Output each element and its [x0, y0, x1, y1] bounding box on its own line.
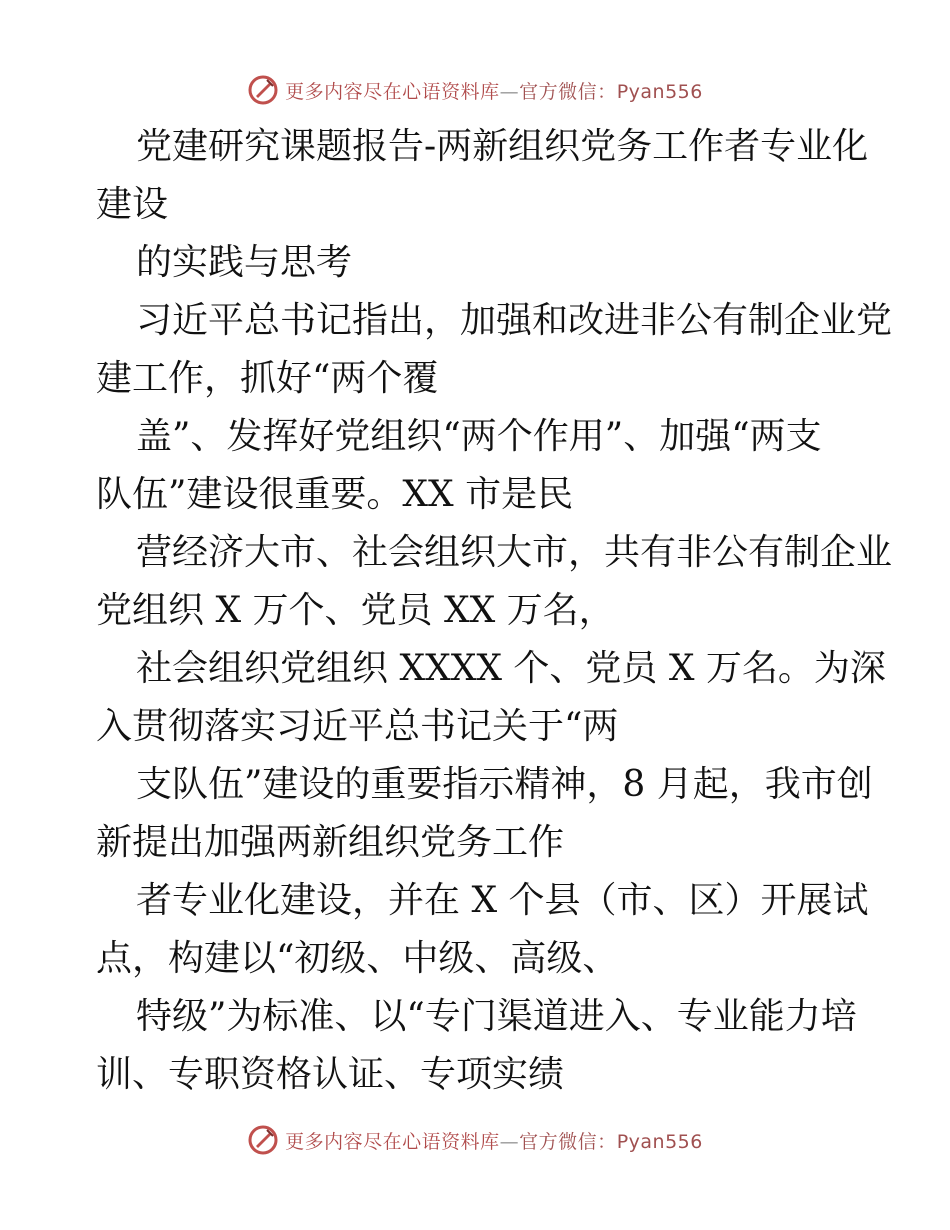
document-line: 点，构建以“初级、中级、高级、 — [96, 938, 619, 979]
document-line: 习近平总书记指出，加强和改进非公有制企业党 — [136, 300, 893, 341]
document-body — [96, 118, 893, 1104]
banner-text — [285, 1127, 703, 1154]
document-line: 建设 — [96, 184, 169, 225]
document-line: 新提出加强两新组织党务工作 — [96, 822, 565, 863]
banner-wechat-id: Pyan556 — [616, 1130, 703, 1153]
quill-pen-circle-icon — [247, 1124, 279, 1156]
footer-banner — [0, 1120, 950, 1160]
header-banner — [0, 70, 950, 110]
document-line: 社会组织党组织 XXXX 个、党员 X 万名。为深 — [136, 648, 886, 689]
banner-dash: — — [499, 1130, 520, 1153]
document-line: 营经济大市、社会组织大市，共有非公有制企业 — [136, 532, 893, 573]
document-line: 党组织 X 万个、党员 XX 万名， — [96, 590, 615, 631]
document-line: 队伍”建设很重要。XX 市是民 — [96, 474, 574, 515]
document-line: 党建研究课题报告-两新组织党务工作者专业化 — [136, 126, 869, 167]
banner-official-label: 官方微信： — [519, 1130, 617, 1153]
document-line: 的实践与思考 — [136, 242, 353, 283]
banner-main-text: 更多内容尽在心语资料库 — [285, 80, 500, 103]
document-line: 入贯彻落实习近平总书记关于“两 — [96, 706, 619, 747]
document-line: 者专业化建设，并在 X 个县（市、区）开展试 — [136, 880, 869, 921]
banner-main-text: 更多内容尽在心语资料库 — [285, 1130, 500, 1153]
document-line: 训、专职资格认证、专项实绩 — [96, 1054, 565, 1095]
document-line: 支队伍”建设的重要指示精神，8 月起，我市创 — [136, 764, 873, 805]
quill-pen-circle-icon — [247, 74, 279, 106]
banner-text — [285, 77, 703, 104]
banner-wechat-id: Pyan556 — [616, 80, 703, 103]
document-line: 建工作，抓好“两个覆 — [96, 358, 439, 399]
document-line: 特级”为标准、以“专门渠道进入、专业能力培 — [136, 996, 857, 1037]
banner-official-label: 官方微信： — [519, 80, 617, 103]
banner-dash: — — [499, 80, 520, 103]
document-line: 盖”、发挥好党组织“两个作用”、加强“两支 — [136, 416, 822, 457]
